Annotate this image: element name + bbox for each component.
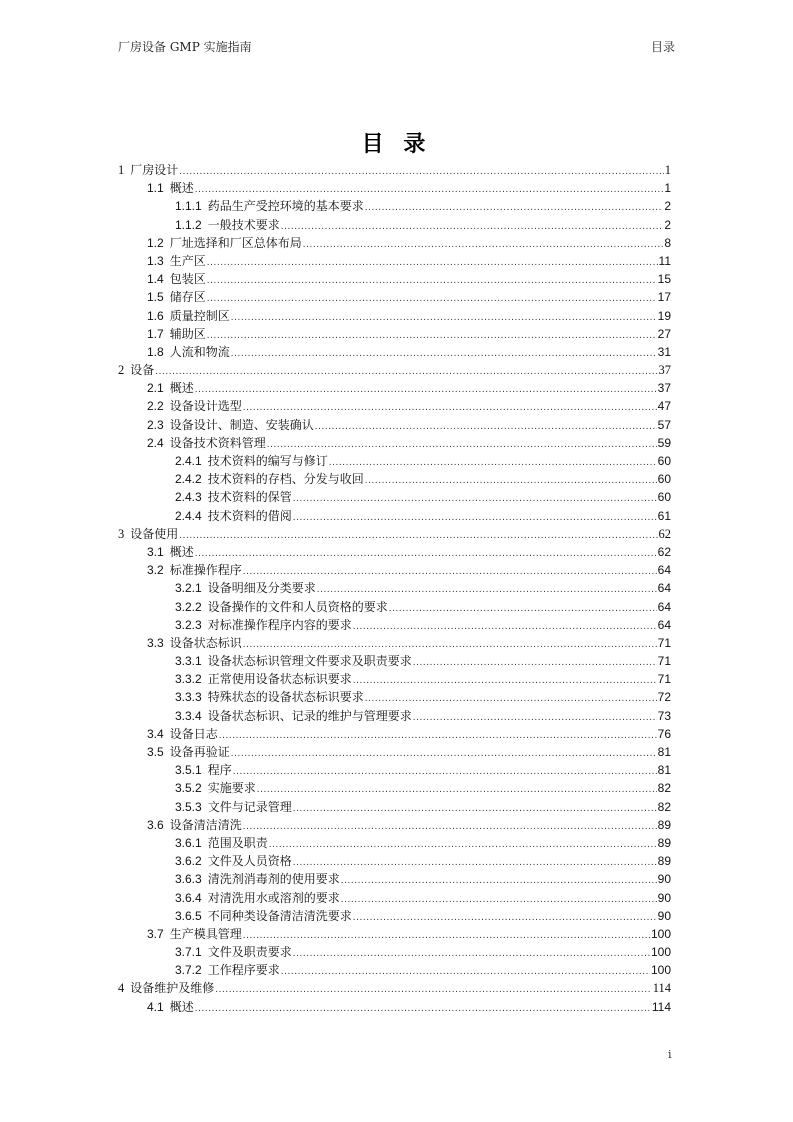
toc-entry-number: 3.5.2 <box>175 781 202 796</box>
toc-entry[interactable] <box>118 543 671 561</box>
toc-entry-number: 3.5.3 <box>175 799 202 814</box>
toc-entry-page: 64 <box>657 599 671 614</box>
toc-entry[interactable] <box>118 379 671 397</box>
toc-entry[interactable] <box>118 907 671 925</box>
toc-entry-number: 1.3 <box>147 253 164 268</box>
toc-entry-number: 3.5.1 <box>175 763 202 778</box>
toc-entry-page: 100 <box>650 926 671 941</box>
toc-entry-page: 19 <box>657 308 671 323</box>
toc-entry-title: 概述 <box>169 544 194 559</box>
page-number: i <box>668 1048 672 1061</box>
toc-entry-page: 71 <box>657 654 671 669</box>
toc-entry[interactable] <box>118 725 671 743</box>
dot-leader <box>215 981 651 999</box>
toc-entry-page: 89 <box>657 835 671 850</box>
toc-entry-title: 实施要求 <box>207 781 256 796</box>
toc-entry-number: 2 <box>118 363 125 378</box>
toc-entry-page: 17 <box>657 290 671 305</box>
toc-entry-number: 1.2 <box>147 235 164 250</box>
toc-entry-page: 82 <box>657 799 671 814</box>
toc-entry-page: 76 <box>657 726 671 741</box>
toc-entry-number: 3.6 <box>147 817 164 832</box>
toc-entry-number: 1.1.2 <box>175 217 202 232</box>
toc-entry-page: 71 <box>657 635 671 650</box>
toc-entry[interactable] <box>118 852 671 870</box>
toc-entry-title: 概述 <box>169 181 194 196</box>
toc-entry[interactable] <box>118 688 671 706</box>
toc-entry-title: 设备状态标识、记录的维护与管理要求 <box>207 708 412 723</box>
dot-leader <box>413 709 657 727</box>
dot-leader <box>269 836 657 854</box>
dot-leader <box>179 527 657 545</box>
dot-leader <box>315 418 657 436</box>
toc-entry-number: 1.7 <box>147 326 164 341</box>
toc-entry-title: 对标准操作程序内容的要求 <box>207 617 352 632</box>
toc-entry-title: 设备日志 <box>169 726 218 741</box>
toc-entry-number: 3 <box>118 526 125 541</box>
toc-entry-number: 1.4 <box>147 272 164 287</box>
toc-entry-page: 81 <box>657 763 671 778</box>
dot-leader <box>303 236 664 254</box>
toc-entry-number: 2.4.2 <box>175 472 202 487</box>
toc-entry[interactable] <box>118 288 671 306</box>
toc-entry[interactable] <box>118 925 671 943</box>
dot-leader <box>219 727 657 745</box>
dot-leader <box>293 490 657 508</box>
toc-entry[interactable] <box>118 652 671 670</box>
toc-entry-page: 114 <box>652 981 671 996</box>
toc-entry-title: 生产区 <box>169 253 206 268</box>
toc-entry-title: 厂房设计 <box>130 163 179 177</box>
dot-leader <box>365 472 657 490</box>
toc-entry-page: 72 <box>657 690 671 705</box>
toc-entry-number: 3.6.5 <box>175 908 202 923</box>
dot-leader <box>293 509 657 527</box>
dot-leader <box>207 254 658 272</box>
toc-entry-number: 3.2.1 <box>175 581 202 596</box>
toc-entry-page: 60 <box>657 472 671 487</box>
toc-entry-number: 1 <box>118 163 125 177</box>
toc-entry-title: 储存区 <box>169 290 206 305</box>
toc-entry-page: 64 <box>657 581 671 596</box>
toc-entry-title: 设备再验证 <box>169 745 230 759</box>
toc-entry-title: 文件及职责要求 <box>207 945 292 960</box>
dot-leader <box>341 872 657 890</box>
toc-entry[interactable] <box>118 361 671 379</box>
toc-entry-page: 100 <box>650 963 671 978</box>
toc-entry-page: 62 <box>658 526 671 541</box>
toc-entry-number: 2.1 <box>147 381 164 396</box>
toc-entry-page: 1 <box>664 163 671 177</box>
toc-entry[interactable] <box>118 889 671 907</box>
toc-entry-number: 3.7.1 <box>175 945 202 960</box>
toc-entry-number: 3.3 <box>147 635 164 650</box>
toc-entry-title: 设备 <box>130 363 155 378</box>
dot-leader <box>257 781 657 799</box>
toc-entry-number: 1.8 <box>147 344 164 359</box>
toc-entry-title: 概述 <box>169 999 194 1014</box>
toc-entry[interactable] <box>118 816 671 834</box>
toc-entry-title: 一般技术要求 <box>207 217 280 232</box>
toc-entry-title: 特殊状态的设备状态标识要求 <box>207 690 364 705</box>
toc-entry-page: 73 <box>657 708 671 723</box>
toc-entry-page: 59 <box>657 435 671 450</box>
dot-leader <box>293 800 657 818</box>
toc-entry[interactable] <box>118 234 671 252</box>
toc-entry[interactable] <box>118 307 671 325</box>
toc-entry-title: 对清洗用水或溶剂的要求 <box>207 890 340 905</box>
toc-entry[interactable] <box>118 270 671 288</box>
toc-entry-page: 61 <box>657 508 671 523</box>
dot-leader <box>207 290 657 308</box>
toc-entry-number: 4 <box>118 981 125 996</box>
toc-entry-number: 3.6.1 <box>175 835 202 850</box>
toc-entry-page: 71 <box>657 672 671 687</box>
toc-entry-number: 2.4.1 <box>175 454 202 468</box>
toc-entry-number: 3.6.3 <box>175 872 202 887</box>
toc-entry-page: 114 <box>651 999 671 1014</box>
toc-entry-number: 4.1 <box>147 999 164 1014</box>
toc-entry[interactable] <box>118 252 671 270</box>
toc-entry-page: 64 <box>657 563 671 578</box>
toc-entry-number: 3.4 <box>147 726 164 741</box>
toc-entry-page: 8 <box>664 235 671 250</box>
dot-leader <box>389 600 657 618</box>
toc-entry-title: 辅助区 <box>169 326 206 341</box>
toc-entry-page: 90 <box>657 872 671 887</box>
dot-leader <box>353 909 657 927</box>
toc-entry[interactable] <box>118 670 671 688</box>
toc-entry-number: 2.4.4 <box>175 508 202 523</box>
toc-entry-page: 60 <box>657 454 671 468</box>
toc-entry-number: 3.2 <box>147 563 164 578</box>
toc-entry-page: 82 <box>657 781 671 796</box>
dot-leader <box>353 672 657 690</box>
toc-entry-title: 不同种类设备清洁清洗要求 <box>207 908 352 923</box>
toc-entry[interactable] <box>118 634 671 652</box>
toc-entry-page: 57 <box>657 417 671 432</box>
toc-entry-number: 3.3.3 <box>175 690 202 705</box>
toc-entry-title: 正常使用设备状态标识要求 <box>207 672 352 687</box>
toc-entry-title: 设备操作的文件和人员资格的要求 <box>207 599 388 614</box>
toc-entry-number: 3.3.2 <box>175 672 202 687</box>
toc-entry[interactable] <box>118 561 671 579</box>
toc-entry[interactable] <box>118 579 671 597</box>
toc-entry-title: 设备使用 <box>130 526 179 541</box>
toc-entry-page: 37 <box>657 381 671 396</box>
toc-entry[interactable] <box>118 616 671 634</box>
dot-leader <box>195 381 657 399</box>
toc-entry-page: 90 <box>657 908 671 923</box>
toc-entry-page: 89 <box>657 817 671 832</box>
toc-entry-title: 技术资料的存档、分发与收回 <box>207 472 364 487</box>
toc-entry-number: 2.3 <box>147 417 164 432</box>
dot-leader <box>231 309 657 327</box>
toc-entry-number: 3.6.2 <box>175 854 202 869</box>
toc-entry-page: 100 <box>650 945 671 960</box>
toc-entry[interactable] <box>118 961 671 979</box>
toc-entry-page: 47 <box>657 399 671 414</box>
toc-entry-number: 3.3.1 <box>175 654 202 669</box>
toc-entry[interactable] <box>118 707 671 725</box>
toc-entry[interactable] <box>118 416 671 434</box>
toc-entry-title: 厂址选择和厂区总体布局 <box>169 235 302 250</box>
toc-entry-page: 27 <box>657 326 671 341</box>
toc-entry-title: 包装区 <box>169 272 206 287</box>
toc-entry-title: 技术资料的保管 <box>207 490 292 505</box>
toc-entry[interactable] <box>118 507 671 525</box>
toc-entry-number: 3.6.4 <box>175 890 202 905</box>
toc-entry-page: 15 <box>657 272 671 287</box>
toc-entry[interactable] <box>118 216 671 234</box>
toc-entry-page: 2 <box>664 199 671 214</box>
toc-entry-title: 设备明细及分类要求 <box>207 581 316 596</box>
toc-entry-number: 3.2.2 <box>175 599 202 614</box>
toc-entry-page: 60 <box>657 490 671 505</box>
toc-entry[interactable] <box>118 488 671 506</box>
dot-leader <box>413 654 657 672</box>
toc-entry[interactable] <box>118 343 671 361</box>
toc-entry[interactable] <box>118 779 671 797</box>
toc-entry[interactable] <box>118 452 671 470</box>
dot-leader <box>195 1000 651 1018</box>
toc-entry[interactable] <box>118 834 671 852</box>
toc-entry-page: 81 <box>657 745 671 759</box>
toc-entry[interactable] <box>118 998 671 1016</box>
toc-entry-number: 1.5 <box>147 290 164 305</box>
toc-entry-title: 设备技术资料管理 <box>169 435 266 450</box>
dot-leader <box>207 327 657 345</box>
running-header-title: 厂房设备 GMP 实施指南 <box>118 40 252 54</box>
table-of-contents <box>118 161 671 1016</box>
toc-entry[interactable] <box>118 397 671 415</box>
toc-entry-title: 药品生产受控环境的基本要求 <box>207 199 364 214</box>
toc-entry-number: 3.1 <box>147 544 164 559</box>
dot-leader <box>231 345 657 363</box>
toc-entry[interactable] <box>118 798 671 816</box>
toc-entry-page: 64 <box>657 617 671 632</box>
toc-entry-title: 概述 <box>169 381 194 396</box>
toc-entry-title: 设备维护及维修 <box>130 981 215 996</box>
toc-entry-number: 3.7 <box>147 926 164 941</box>
toc-entry[interactable] <box>118 470 671 488</box>
dot-leader <box>293 854 657 872</box>
toc-entry-page: 2 <box>664 217 671 232</box>
toc-entry[interactable] <box>118 870 671 888</box>
toc-entry-number: 3.3.4 <box>175 708 202 723</box>
toc-entry-number: 2.4 <box>147 435 164 450</box>
toc-entry-title: 标准操作程序 <box>169 563 242 578</box>
toc-entry-page: 1 <box>664 181 671 196</box>
dot-leader <box>293 945 650 963</box>
toc-entry-page: 89 <box>657 854 671 869</box>
running-header-section: 目录 <box>650 40 675 54</box>
toc-entry[interactable] <box>118 325 671 343</box>
toc-entry-page: 11 <box>658 253 671 268</box>
toc-entry-number: 1.1 <box>147 181 164 196</box>
toc-entry-page: 90 <box>657 890 671 905</box>
dot-leader <box>233 763 657 781</box>
toc-entry[interactable] <box>118 197 671 215</box>
toc-entry-number: 1.6 <box>147 308 164 323</box>
toc-entry-number: 3.5 <box>147 745 164 759</box>
toc-entry-page: 31 <box>657 344 671 359</box>
toc-entry-title: 范围及职责 <box>207 835 268 850</box>
toc-entry[interactable] <box>118 761 671 779</box>
dot-leader <box>353 618 657 636</box>
toc-entry[interactable] <box>118 525 671 543</box>
toc-entry-title: 文件及人员资格 <box>207 854 292 869</box>
page-title: 目 录 <box>361 132 432 157</box>
toc-entry[interactable] <box>118 598 671 616</box>
dot-leader <box>207 272 657 290</box>
toc-entry[interactable] <box>118 434 671 452</box>
dot-leader <box>341 891 657 909</box>
dot-leader <box>281 963 650 981</box>
toc-entry-page: 37 <box>658 363 671 378</box>
toc-entry-title: 工作程序要求 <box>207 963 280 978</box>
toc-entry-page: 62 <box>657 544 671 559</box>
toc-entry[interactable] <box>118 943 671 961</box>
toc-entry-title: 质量控制区 <box>169 308 230 323</box>
dot-leader <box>243 927 650 945</box>
toc-entry-number: 2.4.3 <box>175 490 202 505</box>
toc-entry-title: 设备状态标识 <box>169 635 242 650</box>
dot-leader <box>365 199 664 217</box>
toc-entry-number: 2.2 <box>147 399 164 414</box>
toc-entry-title: 技术资料的编写与修订 <box>207 454 328 468</box>
toc-entry[interactable] <box>118 179 671 197</box>
dot-leader <box>195 545 657 563</box>
toc-entry-title: 设备设计、制造、安装确认 <box>169 417 314 432</box>
toc-entry-title: 人流和物流 <box>169 344 230 359</box>
toc-entry[interactable] <box>118 979 671 997</box>
dot-leader <box>231 745 657 763</box>
toc-entry-number: 1.1.1 <box>175 199 202 214</box>
toc-entry-title: 清洗剂消毒剂的使用要求 <box>207 872 340 887</box>
dot-leader <box>329 454 657 472</box>
toc-entry-number: 3.7.2 <box>175 963 202 978</box>
toc-entry-title: 生产模具管理 <box>169 926 242 941</box>
toc-entry-title: 设备状态标识管理文件要求及职责要求 <box>207 654 412 669</box>
toc-entry-title: 技术资料的借阅 <box>207 508 292 523</box>
dot-leader <box>179 163 663 181</box>
toc-entry-number: 3.2.3 <box>175 617 202 632</box>
toc-entry[interactable] <box>118 743 671 761</box>
toc-entry-title: 设备清洁清洗 <box>169 817 242 832</box>
toc-entry-title: 程序 <box>207 763 232 778</box>
toc-entry-title: 文件与记录管理 <box>207 799 292 814</box>
dot-leader <box>281 218 664 236</box>
dot-leader <box>243 818 657 836</box>
dot-leader <box>155 363 657 381</box>
toc-entry[interactable] <box>118 161 671 179</box>
toc-entry-title: 设备设计选型 <box>169 399 242 414</box>
